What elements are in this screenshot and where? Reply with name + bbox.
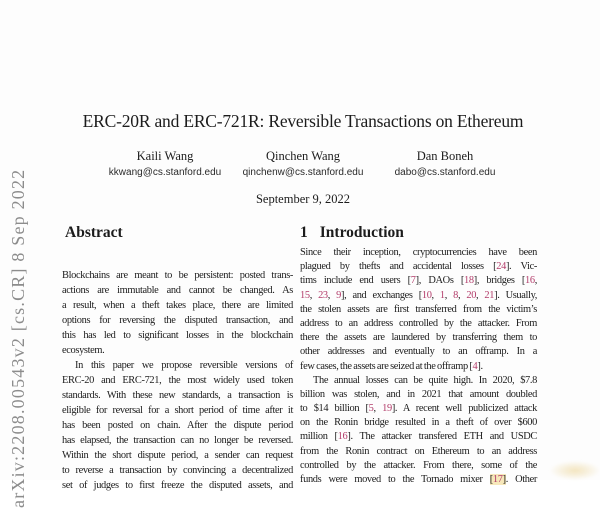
author-email: kkwang@cs.stanford.edu — [108, 167, 222, 178]
text-line: ecosystem. — [62, 345, 105, 356]
text-line: from the Ronin contract on Ethereum to an address — [300, 445, 537, 457]
citation-link[interactable]: 24 — [496, 261, 506, 273]
text-line: million [16]. The attacker transfered ETH and USDC — [300, 431, 537, 443]
citation-link[interactable]: 8 — [453, 289, 458, 301]
text-line: the stolen assets are first transferred from the victim’s — [300, 303, 537, 315]
citation-link[interactable]: 20 — [466, 289, 477, 301]
text-line: funds were moved to the Tornado mixer [17]. Other — [300, 474, 537, 485]
citation-link[interactable]: 9 — [336, 289, 341, 301]
paragraph — [62, 358, 293, 493]
text-line: Blockchains are meant to be persistent: posted trans- — [62, 270, 293, 281]
citation-link[interactable]: 16 — [525, 275, 535, 287]
text-line: few cases, the assets are seized at the offramp [4]. — [300, 360, 483, 372]
abstract-heading: Abstract — [65, 224, 123, 241]
text-line: there the assets are laundered by transferring them to — [300, 332, 537, 344]
jpeg-artifact — [550, 461, 600, 480]
section-title: Introduction — [319, 224, 404, 241]
text-line: to $14 billion [5, 19]. A recent well publicized attack — [300, 403, 538, 415]
paper-date: September 9, 2022 — [255, 192, 351, 206]
text-line: ERC-20 and ERC-721, the most widely used token — [62, 375, 293, 386]
citation-link[interactable]: 10 — [421, 289, 432, 301]
text-line: options for reversing the disputed transaction, and — [62, 315, 293, 326]
text-line: address to an address controlled by the attacker. From — [300, 317, 537, 329]
text-line: eligible for reversal for a short period of time after it — [62, 405, 293, 416]
author-name: Kaili Wang — [136, 149, 194, 163]
citation-link[interactable]: 23 — [318, 289, 328, 301]
text-line: The annual losses can be quite high. In 2020, $7.8 — [313, 374, 537, 386]
author-email: dabo@cs.stanford.edu — [394, 167, 496, 178]
text-line: a result, when a theft takes place, there are limited — [62, 300, 293, 311]
text-line: set of judges to first freeze the disputed assets, and — [62, 480, 293, 491]
citation-link[interactable]: 19 — [382, 403, 392, 415]
arxiv-stamp-text: arXiv:2208.00543v2 [cs.CR] 8 Sep 2022 — [8, 168, 28, 508]
text-line: has elapsed, the transaction can no longer be reversed. — [62, 435, 293, 446]
paper-title: ERC-20R and ERC-721R: Reversible Transactions on Ethereum — [82, 111, 524, 131]
paragraph — [62, 268, 293, 358]
citation-link[interactable]: 18 — [464, 275, 474, 287]
text-line: Since their inception, cryptocurrencies have been — [300, 247, 537, 258]
introduction-body — [300, 246, 538, 485]
author-email: qinchenw@cs.stanford.edu — [242, 167, 364, 178]
text-line: to reverse a transaction by convincing a decentralized — [62, 465, 293, 476]
text-line: billion was stolen, and in 2021 that amount doubled — [300, 388, 537, 400]
text-line: 15, 23, 9], and exchanges [10, 1, 8, 20, 21]. Usually, — [300, 289, 538, 301]
text-line: Within the short dispute period, a sender can request — [62, 450, 293, 461]
text-line: In this paper we propose reversible versions of — [75, 360, 293, 371]
paragraph — [300, 374, 537, 488]
text-line: tims include end users [7], DAOs [18], bridges [16, — [300, 275, 537, 287]
citation-link[interactable]: 1 — [439, 289, 445, 301]
citation-link[interactable]: 4 — [472, 360, 478, 372]
citation-link[interactable]: 15 — [300, 289, 310, 301]
citation-link[interactable]: 5 — [368, 403, 374, 415]
author-name: Qinchen Wang — [265, 149, 341, 163]
citation-link[interactable]: 16 — [337, 431, 348, 443]
text-line: this has led to significant losses in the blockchain — [62, 330, 293, 341]
citation-link[interactable]: 21 — [484, 289, 495, 301]
abstract-body — [62, 268, 293, 491]
paragraph — [300, 246, 537, 374]
citation-link[interactable]: 7 — [410, 275, 416, 287]
author-name: Dan Boneh — [416, 149, 474, 163]
text-line: plagued by thefts and accidental losses [24]. Vic- — [300, 261, 537, 273]
author-block — [355, 148, 535, 179]
citation-link[interactable]: 17 — [492, 474, 503, 485]
text-line: on the Ronin bridge resulted in a theft of over $600 — [300, 417, 537, 429]
text-line: controlled by the attacker. From there, some of the — [300, 459, 537, 471]
arxiv-stamp — [8, 88, 30, 508]
text-line: actions are immutable and cannot be changed. As — [62, 285, 293, 296]
highlighted-citation: [17] — [489, 474, 506, 485]
text-line: other addresses and eventually to an offramp. In a — [300, 346, 537, 358]
section-number: 1 — [300, 224, 308, 241]
text-line: has been posted on chain. After the dispute period — [62, 420, 293, 431]
introduction-heading — [300, 224, 404, 242]
text-line: standards. With these new standards, a transaction is — [62, 390, 293, 401]
